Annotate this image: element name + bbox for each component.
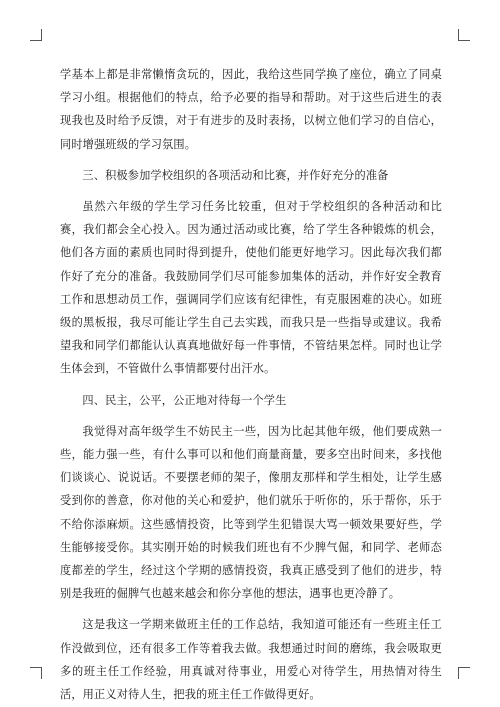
page-corner-mark-top-right bbox=[458, 29, 470, 41]
section-heading-3: 三、积极参加学校组织的各项活动和比赛，并作好充分的准备 bbox=[82, 168, 389, 182]
section-heading-4: 四、民主，公平，公正地对待每一个学生 bbox=[82, 393, 287, 407]
paragraph-activities: 虽然六年级的学生学习任务比较重，但对于学校组织的各种活动和比赛，我们都会全心投入。因为通过活动或比赛，给了学生各种锻炼的机会，他们各方面的素质也同时得到提升，使他们能更好地学习。因此每次我们都作好了充分的准备。我鼓励同学们尽可能参加集体的活动，并作好安全教育工作和思想动员工作，强调同学们应该有纪律性，有克服困难的决心。如班级的黑板报，我尽可能让学生自己去实践，而我只是一些指导或建议。我希望我和同学们都能认认真真地做好每一件事情，不管结果怎样。同时也让学生体会到，不管做什么事情都要付出汗水。 bbox=[60, 200, 442, 376]
page-corner-mark-bottom-right bbox=[458, 667, 470, 679]
document-body bbox=[60, 63, 442, 706]
paragraph-summary: 这是我这一学期来做班主任的工作总结，我知道可能还有一些班主任工作没做到位，还有很多工作等着我去做。我想通过时间的磨练，我会吸取更多的班主任工作经验，用真诚对待事业，用爱心对待学生，用热情对待生活，用正义对待人生，把我的班主任工作做得更好。 bbox=[60, 618, 442, 702]
paragraph-democracy: 我觉得对高年级学生不妨民主一些，因为比起其他年级，他们要成熟一些，能力强一些，有什么事可以和他们商量商量，要多空出时间来，多找他们谈谈心、说说话。不要摆老师的架子，像朋友那样和学生相处，让学生感受到你的善意，你对他的关心和爱护，他们就乐于听你的，乐于帮你，乐于不给你添麻烦。这些感情投资，比等到学生犯错误大骂一顿效果要好些，学生能够接受你。其实刚开始的时候我们班也有不少脾气倔，和同学、老师态度都差的学生，经过这个学期的感情投资，我真正感受到了他们的进步，特别是我班的倔脾气也越来越会和你分享他的想法，遇事也更冷静了。 bbox=[60, 424, 442, 601]
paragraph-continuation: 学基本上都是非常懒惰贪玩的，因此，我给这些同学换了座位，确立了同桌学习小组。根据他们的特点，给予必要的指导和帮助。对于这些后进生的表现我也及时给予反馈，对于有进步的及时表扬，以树立他们学习的自信心，同时增强班级的学习氛围。 bbox=[60, 68, 442, 151]
page-corner-mark-bottom-left bbox=[30, 667, 42, 679]
page-corner-mark-top-left bbox=[30, 29, 42, 41]
